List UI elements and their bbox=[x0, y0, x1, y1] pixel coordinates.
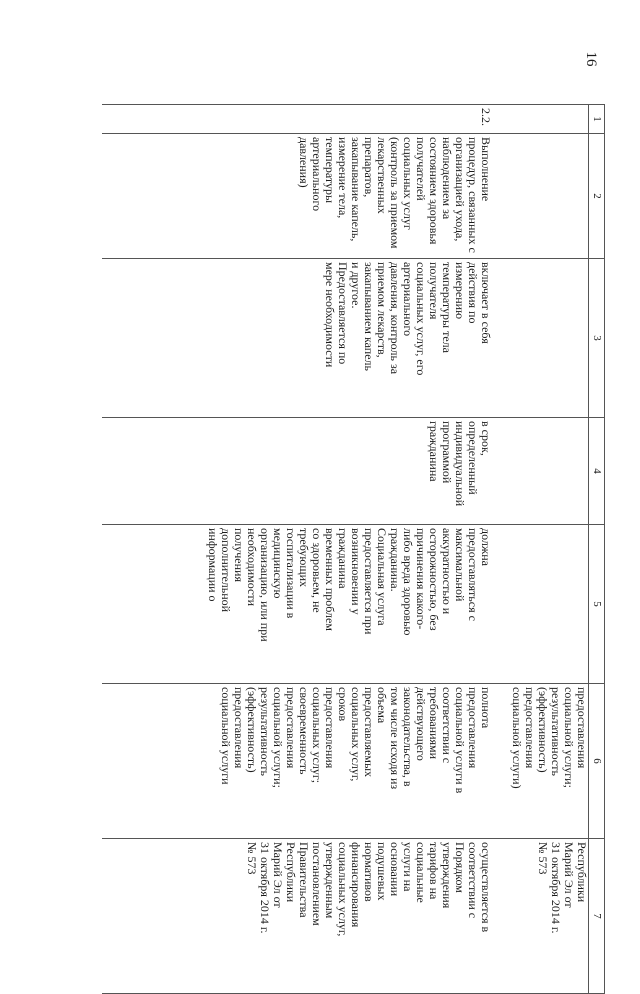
financing-conditions: осуществляется в соответствии с Порядком утверждения тарифов на социальные услуги на основании подушевых нормативов финансирования социальных услуг, утвержденным постановлением Правительства Республики Марий Эл от 31 октября 2014 г. № 573 bbox=[102, 839, 492, 994]
service-description: включает в себя действия по измерению температуры тела получателя социальных услуг, его артериального давления, контроль за приемом лекарств, закапыванием капель и другое. Предоставляется по мере необходимости bbox=[102, 259, 492, 418]
header-col-4: 4 bbox=[589, 418, 605, 525]
rotated-table-page bbox=[85, 104, 605, 944]
cont-col-1 bbox=[492, 105, 589, 134]
cont-col-2 bbox=[492, 134, 589, 259]
header-col-7: 7 bbox=[589, 839, 605, 994]
service-name: Выполнение процедур, связанных с организацией ухода, наблюдением за состоянием здоровья получателей социальных услуг (контроль за приемом лекарственных препаратов, закапывание капель, измерение тела, температуры артериального давления) bbox=[102, 134, 492, 259]
cont-col-4 bbox=[492, 418, 589, 525]
continuation-row bbox=[492, 105, 589, 994]
service-term: в срок, определенный индивидуальной программой гражданина bbox=[102, 418, 492, 525]
cont-col-5 bbox=[492, 525, 589, 684]
header-col-2: 2 bbox=[589, 134, 605, 259]
cont-financing: Республики Марий Эл от 31 октября 2014 г. № 573 bbox=[492, 839, 589, 994]
services-table bbox=[102, 104, 605, 994]
header-col-6: 6 bbox=[589, 684, 605, 839]
table-row-2-2 bbox=[102, 105, 492, 994]
cont-col-3 bbox=[492, 259, 589, 418]
service-standard: должна предоставляться с максимальной аккуратностью и осторожностью, без причинения какого- либо вреда здоровью гражданина. Социальная услуга предоставляется при возникновении у гражданина временных проблем со здоровьем, не требующих госпитализации в медицинскую организацию, или при необходимости получения дополнительной информации о bbox=[102, 525, 492, 684]
header-row bbox=[589, 105, 605, 994]
cont-indicators: предоставления социальной услуги; результативность (эффективность) предоставления социальной услуги) bbox=[492, 684, 589, 839]
page-number: 16 bbox=[583, 51, 599, 67]
quality-indicators: полнота предоставления социальной услуги в соответствии с требованиями действующего законодательства, в том числе исходя из объема предоставляемых социальных услуг, сроков предоставления социальных услуг; своевременность предоставления социальной услуги; результативность (эффективность) предоставления социальной услуги bbox=[102, 684, 492, 839]
row-number: 2.2. bbox=[102, 105, 492, 134]
header-col-1: 1 bbox=[589, 105, 605, 134]
header-col-3: 3 bbox=[589, 259, 605, 418]
header-col-5: 5 bbox=[589, 525, 605, 684]
